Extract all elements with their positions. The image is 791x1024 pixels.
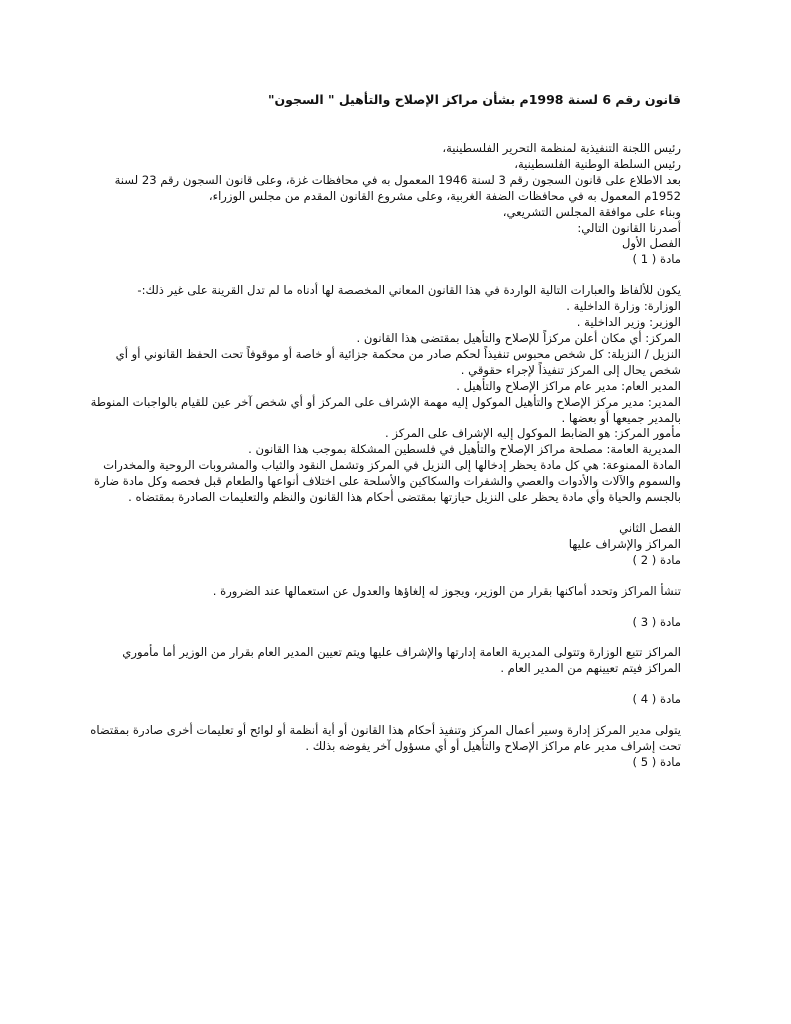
definition-item: الوزير: وزير الداخلية . [576,315,681,330]
law-title: قانون رقم 6 لسنة 1998م بشأن مراكز الإصلاح والتأهيل " السجون" [267,92,681,107]
definition-item: المديرية العامة: مصلحة مراكز الإصلاح والتأهيل في فلسطين المشكلة بموجب هذا القانون . [248,442,681,457]
definitions-intro: يكون للألفاظ والعبارات التالية الواردة في هذا القانون المعاني المخصصة لها أدناه ما لم تدل القرينة على غير ذلك:- [137,283,681,298]
article-label: مادة ( 4 ) [632,692,681,707]
chapter-heading: الفصل الأول [622,236,681,251]
article-text: المراكز تتبع الوزارة وتتولى المديرية العامة إدارتها والإشراف عليها ويتم تعيين المدير العام بقرار من الوزير أما مأموري المراكز فيتم تعيينهم من المدير العام . [122,645,681,676]
document-body [86,141,681,771]
chapter-subheading: المراكز والإشراف عليها [568,536,681,551]
definition-item: النزيل / النزيلة: كل شخص محبوس تنفيذاً لحكم صادر من محكمة جزائية أو خاصة أو موقوفاً تحت الحفظ القانوني أو أي شخص يحال إلى المركز تنفيذاً لإجراء حقوقي . [115,346,681,377]
definition-item: المدير العام: مدير عام مراكز الإصلاح والتأهيل . [456,378,681,393]
preamble-line: رئيس السلطة الوطنية الفلسطينية، [514,156,681,171]
definition-item: المدير: مدير مركز الإصلاح والتأهيل الموكول إليه مهمة الإشراف على المركز أو أي شخص آخر عين للقيام بالواجبات المنوطة بالمدير جميعها أو بعضها . [90,394,681,425]
chapter-heading: الفصل الثاني [619,520,681,535]
preamble-line: رئيس اللجنة التنفيذية لمنظمة التحرير الفلسطينية، [442,141,681,155]
article-label: مادة ( 2 ) [632,552,681,567]
definition-item: المركز: أي مكان أعلن مركزاً للإصلاح والتأهيل بمقتضى هذا القانون . [356,330,681,345]
preamble-line: وبناء على موافقة المجلس التشريعي، [502,204,681,219]
definition-item: المادة الممنوعة: هي كل مادة يحظر إدخالها إلى النزيل في المركز وتشمل النقود والثياب والمشروبات الروحية والمخدرات والسموم والآلات والأدوات والعصي والشفرات والسكاكين والأسلحة على اختلاف أنواعها والطعام قبل فحصه وكل مادة ضارة بالجسم والحياة وأي مادة يحظر على النزيل حيازتها بمقتضى أحكام هذا القانون والنظم والتعليمات الصادرة بمقتضاه . [94,458,681,505]
preamble-line: بعد الاطلاع على قانون السجون رقم 3 لسنة 1946 المعمول به في محافظات غزة، وعلى قانون السجون رقم 23 لسنة 1952م المعمول به في محافظات الضفة الغربية، وعلى مشروع القانون المقدم من مجلس الوزراء، [114,172,681,203]
article-text: تنشأ المراكز وتحدد أماكنها بقرار من الوزير، ويجوز له إلغاؤها والعدول عن استعمالها عند الضرورة . [212,583,681,598]
article-text: يتولى مدير المركز إدارة وسير أعمال المركز وتنفيذ أحكام هذا القانون أو أية أنظمة أو لوائح أو تعليمات أخرى صادرة بمقتضاه تحت إشراف مدير عام مراكز الإصلاح والتأهيل أو أي مسؤول آخر يفوضه بذلك . [90,723,681,754]
definition-item: مأمور المركز: هو الضابط الموكول إليه الإشراف على المركز . [385,426,681,441]
preamble-line: أصدرنا القانون التالي: [577,220,681,235]
article-label: مادة ( 5 ) [632,755,681,769]
article-label: مادة ( 1 ) [632,252,681,267]
definition-item: الوزارة: وزارة الداخلية . [566,299,681,314]
article-label: مادة ( 3 ) [632,614,681,629]
